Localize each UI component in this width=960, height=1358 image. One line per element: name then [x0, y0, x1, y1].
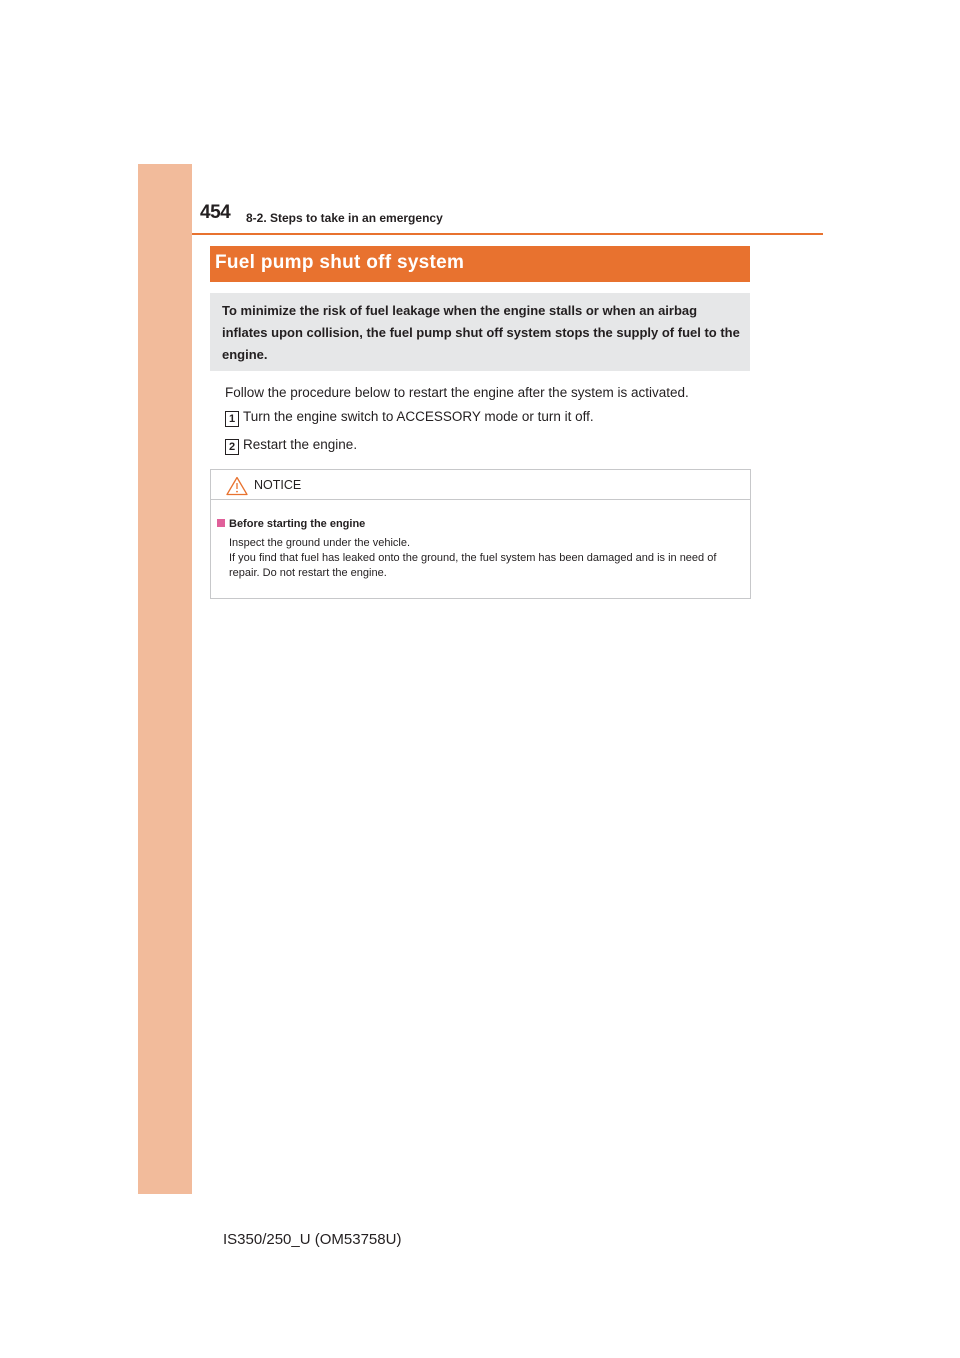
step-number-badge: 1 — [225, 411, 239, 427]
topic-title-bar — [210, 246, 750, 282]
notice-body — [229, 536, 743, 581]
notice-line: Inspect the ground under the vehicle. — [229, 537, 411, 549]
chapter-side-tab — [138, 164, 192, 1194]
topic-title: Fuel pump shut off system — [215, 252, 465, 273]
notice-header — [211, 470, 750, 500]
notice-label: NOTICE — [254, 478, 302, 492]
notice-heading — [217, 514, 365, 532]
step-number-badge: 2 — [225, 439, 239, 455]
page-number: 454 — [200, 202, 231, 223]
notice-box — [210, 469, 751, 599]
step-text: Turn the engine switch to ACCESSORY mode or turn it off. — [243, 409, 594, 424]
notice-line: If you find that fuel has leaked onto the ground, the fuel system has been damaged and is in need of repair. Do not restart the engine. — [229, 552, 717, 579]
section-title: 8-2. Steps to take in an emergency — [246, 211, 443, 225]
footer-model-code: IS350/250_U (OM53758U) — [223, 1231, 402, 1248]
intro-box — [210, 293, 750, 371]
warning-triangle-icon — [226, 476, 248, 496]
header-divider — [192, 233, 823, 235]
square-bullet-icon — [217, 519, 225, 527]
procedure-intro: Follow the procedure below to restart the engine after the system is activated. — [225, 385, 689, 400]
notice-heading-text: Before starting the engine — [229, 518, 366, 530]
intro-text: To minimize the risk of fuel leakage when the engine stalls or when an airbag inflates upon collision, the fuel pump shut off system stops the supply of fuel to the engine. — [222, 303, 740, 362]
step-text: Restart the engine. — [243, 437, 358, 452]
